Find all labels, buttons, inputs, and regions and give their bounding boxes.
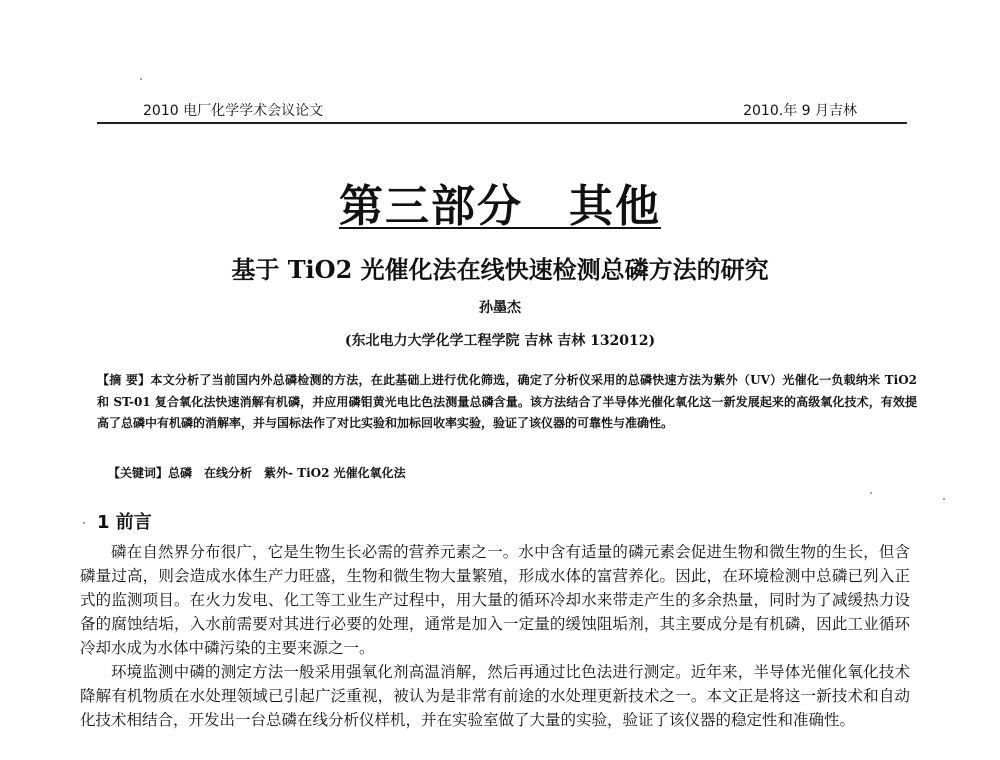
paragraph: 环境监测中磷的测定方法一般采用强氧化剂高温消解，然后再通过比色法进行测定。近年来，半导体光催化氧化技术降解有机物质在水处理领域已引起广泛重视，被认为是非常有前途的水处理更新技术之一。本文正是将这一新技术和自动化技术相结合，开发出一台总磷在线分析仪样机，并在实验室做了大量的实验，验证了该仪器的稳定性和准确性。: [80, 663, 910, 729]
running-header: [97, 100, 907, 124]
header-left: 2010 电厂化学学术会议论文: [143, 103, 324, 119]
paper-title: 基于 TiO2 光催化法在线快速检测总磷方法的研究: [231, 255, 769, 284]
abstract: [97, 370, 917, 435]
scan-speck: [83, 522, 85, 524]
abstract-label: 【摘 要】: [97, 373, 151, 387]
author: 孙墨杰: [479, 300, 521, 316]
keywords-text: 总磷 在线分析 紫外- TiO2 光催化氧化法: [168, 466, 406, 480]
affiliation: (东北电力大学化学工程学院 吉林 吉林 132012): [344, 333, 656, 349]
section-heading: 1 前言: [97, 512, 152, 533]
paragraph: 磷在自然界分布很广，它是生物生长必需的营养元素之一。水中含有适量的磷元素会促进生物和微生物的生长，但含磷量过高，则会造成水体生产力旺盛，生物和微生物大量繁殖，形成水体的富营养化。因此，在环境检测中总磷已列入正式的监测项目。在火力发电、化工等工业生产过程中，用大量的循环冷却水来带走产生的多余热量，同时为了减缓热力设备的腐蚀结垢，入水前需要对其进行必要的处理，通常是加入一定量的缓蚀阻垢剂，其主要成分是有机磷，因此工业循环冷却水成为水体中磷污染的主要来源之一。: [80, 543, 910, 657]
abstract-text: 本文分析了当前国内外总磷检测的方法，在此基础上进行优化筛选，确定了分析仪采用的总磷快速方法为紫外（UV）光催化一负载纳米 TiO2 和 ST-01 复合氧化法快速消解有机磷，并应用磷钼黄光电比色法测量总磷含量。该方法结合了半导体光催化氧化这一新发展起来的高级氧化技术，有效提高了总磷中有机磷的消解率，并与国标法作了对比实验和加标回收率实验，验证了该仪器的可靠性与准确性。: [97, 373, 918, 430]
scan-speck: [140, 78, 142, 80]
header-right: 2010.年 9 月吉林: [743, 103, 857, 119]
section-body: [80, 540, 910, 732]
part-title-text: 第三部分 其他: [339, 181, 661, 232]
keywords-label: 【关键词】: [108, 466, 169, 480]
scan-speck: [943, 498, 945, 500]
part-title: [0, 170, 1000, 234]
scan-speck: [870, 492, 872, 494]
keywords: [108, 464, 406, 481]
